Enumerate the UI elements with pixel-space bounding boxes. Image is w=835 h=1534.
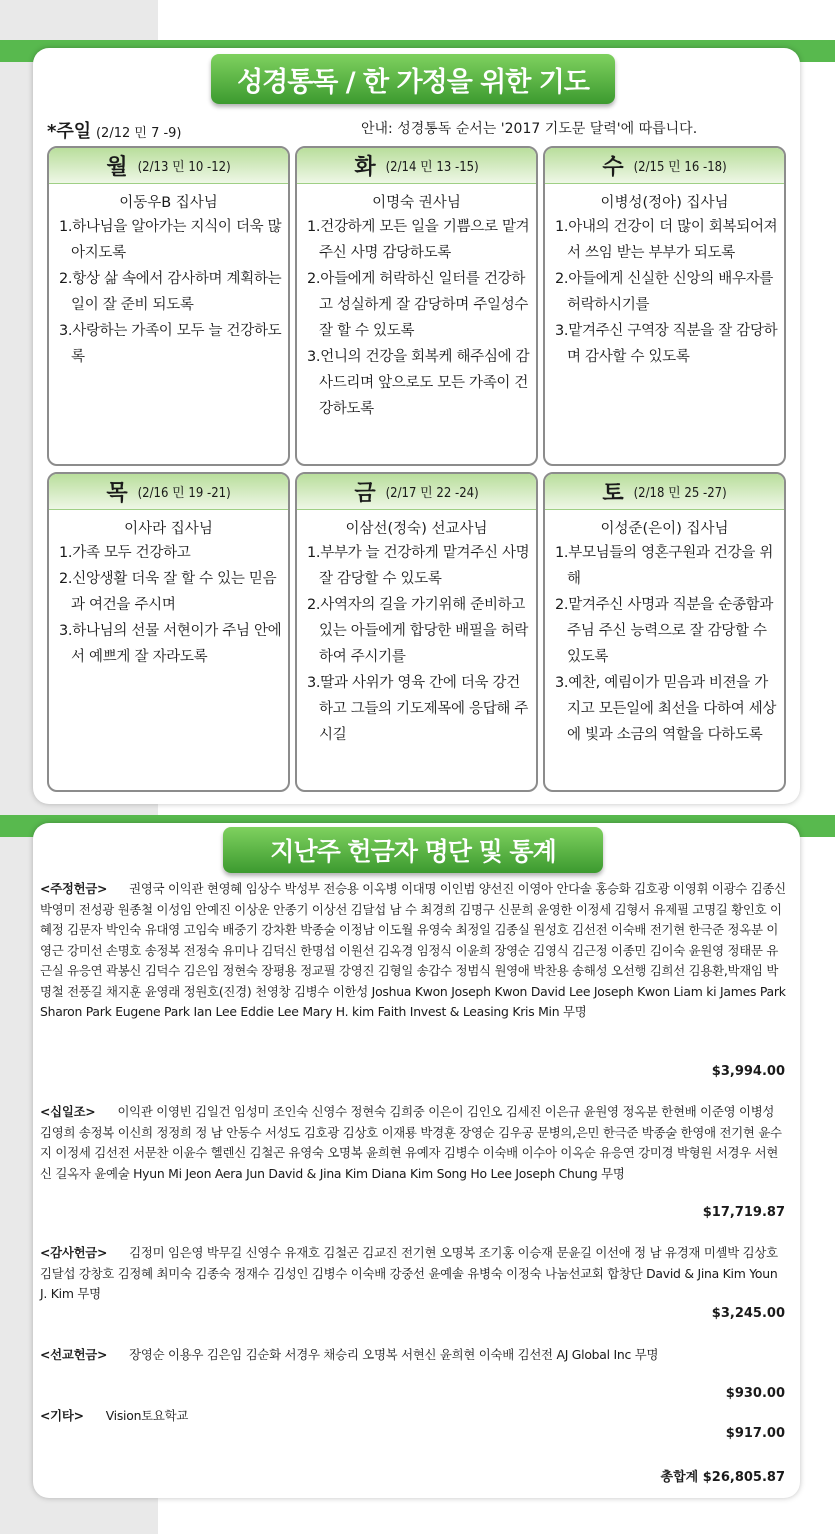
day-ref: (2/18 민 25 -27) bbox=[633, 486, 727, 501]
donor-names: 김정미 임은영 박무길 신영수 유재호 김철곤 김교진 전기현 오명복 조기홍 이승재 문윤길 이선애 정 남 유경재 미셸박 김상호 김달섭 강창호 김정혜 최미숙 김종숙 정재수 김성인 김병수 이숙배 강중선 윤예솔 유병숙 이정숙 나눔선교회 합창단 David & Jina Kim Youn J. Kim 무명 bbox=[40, 1245, 778, 1301]
day-header bbox=[545, 474, 784, 510]
section-label: <기타> bbox=[40, 1408, 84, 1423]
day-label: 목 bbox=[106, 481, 128, 506]
prayer-item: 1.아내의 건강이 더 많이 회복되어져서 쓰임 받는 부부가 되도록 bbox=[555, 219, 778, 261]
day-card-fri bbox=[295, 472, 538, 792]
prayer-item: 1.가족 모두 건강하고 bbox=[59, 545, 191, 561]
day-card-sat bbox=[543, 472, 786, 792]
grand-total bbox=[661, 1466, 785, 1485]
day-card-wed bbox=[543, 146, 786, 466]
day-card-thu bbox=[47, 472, 290, 792]
day-label: 수 bbox=[602, 155, 624, 180]
total-amount: $26,805.87 bbox=[702, 1470, 785, 1485]
donor-names: 장영순 이용우 김은임 김순화 서경우 채승리 오명복 서현신 윤희현 이숙배 김선전 AJ Global Inc 무명 bbox=[129, 1347, 659, 1362]
day-label: 금 bbox=[354, 481, 376, 506]
family-name: 이병성(정아) 집사님 bbox=[600, 195, 729, 211]
day-header bbox=[49, 474, 288, 510]
day-ref: (2/17 민 22 -24) bbox=[385, 486, 479, 501]
prayer-panel bbox=[33, 48, 800, 804]
day-header bbox=[297, 148, 536, 184]
day-ref: (2/13 민 10 -12) bbox=[137, 160, 231, 175]
day-label: 화 bbox=[354, 155, 376, 180]
section-label: <감사헌금> bbox=[40, 1245, 108, 1260]
prayer-item: 2.맡겨주신 사명과 직분을 순종함과 주님 주신 능력으로 잘 감당할 수 있도록 bbox=[555, 597, 774, 665]
prayer-list bbox=[297, 214, 536, 422]
section-main-offering bbox=[40, 879, 788, 1023]
prayer-item: 3.하나님의 선물 서현이가 주님 안에서 예쁘게 잘 자라도록 bbox=[59, 623, 282, 665]
prayer-item: 3.사랑하는 가족이 모두 늘 건강하도록 bbox=[59, 323, 282, 365]
family-name: 이성준(은이) 집사님 bbox=[600, 521, 729, 537]
prayer-list bbox=[297, 540, 536, 748]
section-mission bbox=[40, 1345, 788, 1366]
prayer-item: 3.맡겨주신 구역장 직분을 잘 감당하며 감사할 수 있도록 bbox=[555, 323, 778, 365]
day-ref: (2/15 민 16 -18) bbox=[633, 160, 727, 175]
total-label: 총합계 bbox=[660, 1470, 699, 1485]
day-header bbox=[545, 148, 784, 184]
prayer-item: 2.사역자의 길을 가기위해 준비하고 있는 아들에게 합당한 배필을 허락하여 주시기를 bbox=[307, 597, 529, 665]
prayer-list bbox=[49, 214, 288, 370]
day-header bbox=[49, 148, 288, 184]
section-label: <주정헌금> bbox=[40, 881, 108, 896]
section-label: <선교헌금> bbox=[40, 1347, 108, 1362]
prayer-item: 1.건강하게 모든 일을 기쁨으로 맡겨주신 사명 감당하도록 bbox=[307, 219, 530, 261]
section-amount: $3,245.00 bbox=[711, 1306, 785, 1321]
prayer-item: 1.부부가 늘 건강하게 맡겨주신 사명 잘 감당할 수 있도록 bbox=[307, 545, 530, 587]
section-other bbox=[40, 1406, 788, 1427]
prayer-item: 3.예찬, 예림이가 믿음과 비젼을 가지고 모든일에 최선을 다하여 세상에 빛과 소금의 역할을 다하도록 bbox=[555, 675, 777, 743]
donor-names: 권영국 이익관 현영혜 임상수 박성부 전승용 이옥병 이대명 이인범 양선진 이영아 안다솔 홍승화 김호광 이영휘 이광수 김종신 박영미 전성광 원종철 이성임 안예진 이상운 안종기 이상선 김달섭 남 수 최경희 김명구 신문희 윤영한 이정세 김형서 유제필 고명길 황인호 이혜정 김문자 박인숙 유대영 고임숙 배중기 강차환 박종술 이정남 이도월 유영숙 최정일 김종실 원성호 김선전 이숙배 전기현 한극준 정옥분 이영근 강미선 손명호 송정복 전정숙 유미나 김덕신 한명섭 이원선 김옥경 임정식 이윤희 장영순 김영식 김근정 이종민 김이숙 윤원영 정태문 유근실 유응연 곽봉신 김덕수 김은임 정현숙 장평용 정교필 강영진 김형일 송갑수 정범식 원영애 박찬용 송해성 오선행 김희선 김용환,박재임 박명철 전풍길 채지훈 윤영래 정원호(진경) 천영창 김병수 이한성 Joshua Kwon Joseph Kwon David Lee Joseph Kwon Liam ki James Park Sharon Park Eugene Park Ian Lee Eddie Lee Mary H. kim Faith Invest & Leasing Kris Min 무명 bbox=[40, 881, 786, 1019]
section-tithe bbox=[40, 1102, 788, 1184]
family-name: 이명숙 권사님 bbox=[372, 195, 461, 211]
sunday-ref: (2/12 민 7 -9) bbox=[95, 126, 182, 141]
prayer-item: 2.항상 삶 속에서 감사하며 계획하는 일이 잘 준비 되도록 bbox=[59, 271, 282, 313]
day-ref: (2/14 민 13 -15) bbox=[385, 160, 479, 175]
prayer-list bbox=[545, 214, 784, 370]
day-card-tue bbox=[295, 146, 538, 466]
day-ref: (2/16 민 19 -21) bbox=[137, 486, 231, 501]
section-amount: $17,719.87 bbox=[702, 1205, 785, 1220]
family-name: 이동우B 집사님 bbox=[119, 195, 218, 211]
prayer-item: 2.아들에게 허락하신 일터를 건강하고 성실하게 잘 감당하며 주일성수 잘 할 수 있도록 bbox=[307, 271, 529, 339]
family-name: 이삼선(정숙) 선교사님 bbox=[345, 521, 488, 537]
family-name: 이사라 집사님 bbox=[124, 521, 213, 537]
prayer-item: 3.딸과 사위가 영육 간에 더욱 강건하고 그들의 기도제목에 응답해 주시길 bbox=[307, 675, 529, 743]
prayer-item: 2.신앙생활 더욱 잘 할 수 있는 믿음과 여건을 주시며 bbox=[59, 571, 277, 613]
section-thanks bbox=[40, 1243, 788, 1305]
donor-names: 이익관 이영빈 김일건 임성미 조인숙 신영수 정현숙 김희중 이은이 김인오 김세진 이은규 윤원영 정옥분 한현배 이준영 이병성 김영희 송정복 이신희 정정희 정 남 안동수 서성도 김호광 김상호 이재룡 박경훈 장영순 김우공 문병의,은민 한극준 박종술 한영애 전기현 윤수지 이정세 김선전 서문찬 이윤수 헬렌신 김철곤 유영숙 오명복 윤희현 유예자 김병수 이숙배 이수아 이옥순 유응연 강미경 박형원 서경우 서현신 길옥자 윤예술 Hyun Mi Jeon Aera Jun David & Jina Kim Diana Kim Song Ho Lee Joseph Chung 무명 bbox=[40, 1104, 782, 1181]
section-amount: $930.00 bbox=[725, 1386, 785, 1401]
section-label: <십일조> bbox=[40, 1104, 96, 1119]
prayer-title: 성경통독 / 한 가정을 위한 기도 bbox=[211, 54, 615, 104]
section-amount: $917.00 bbox=[725, 1426, 785, 1441]
day-header bbox=[297, 474, 536, 510]
day-label: 토 bbox=[602, 481, 624, 506]
day-label: 월 bbox=[106, 155, 128, 180]
prayer-list bbox=[545, 540, 784, 748]
offering-title: 지난주 헌금자 명단 및 통계 bbox=[223, 827, 603, 873]
prayer-item: 2.아들에게 신실한 신앙의 배우자를 허락하시기를 bbox=[555, 271, 774, 313]
notice-text: 안내: 성경통독 순서는 '2017 기도문 달력'에 따릅니다. bbox=[361, 121, 698, 137]
day-card-mon bbox=[47, 146, 290, 466]
prayer-item: 1.부모님들의 영혼구원과 건강을 위해 bbox=[555, 545, 774, 587]
donor-names: Vision토요학교 bbox=[105, 1408, 189, 1423]
sunday-line bbox=[47, 117, 182, 143]
prayer-list bbox=[49, 540, 288, 670]
prayer-item: 3.언니의 건강을 회복케 해주심에 감사드리며 앞으로도 모든 가족이 건강하도록 bbox=[307, 349, 530, 417]
prayer-item: 1.하나님을 알아가는 지식이 더욱 많아지도록 bbox=[59, 219, 282, 261]
section-amount: $3,994.00 bbox=[711, 1064, 785, 1079]
sunday-label: *주일 bbox=[47, 121, 92, 142]
